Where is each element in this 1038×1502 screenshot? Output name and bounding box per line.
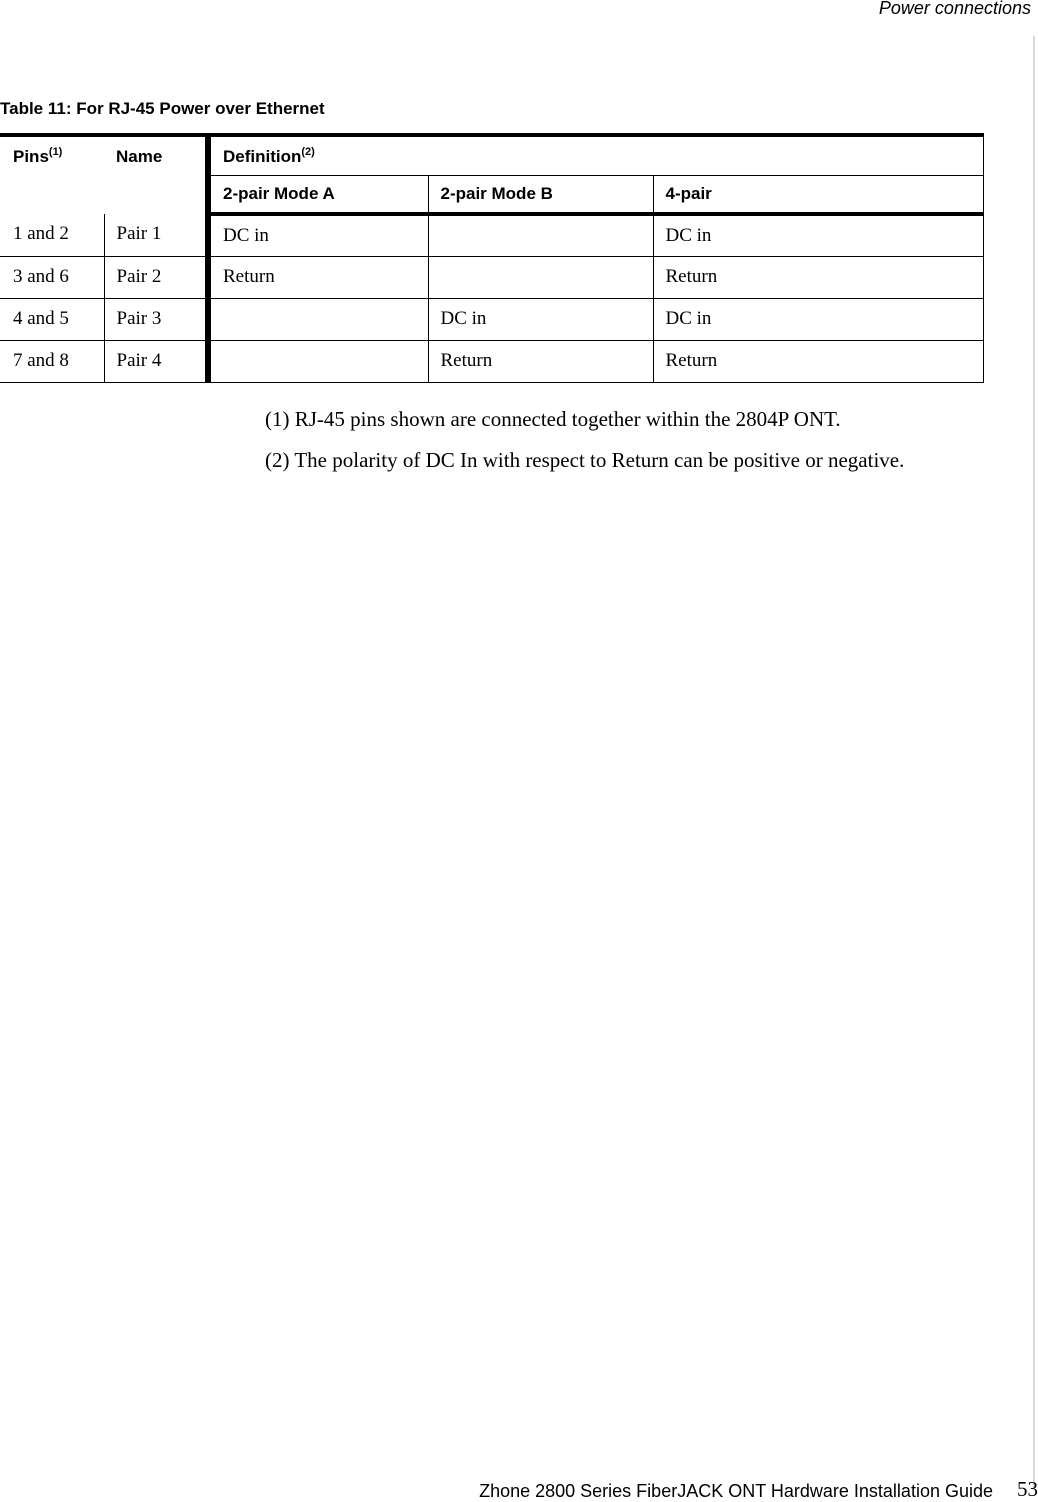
power-over-ethernet-table (0, 133, 984, 383)
running-header: Power connections (878, 0, 1031, 18)
header-name-label: Name (116, 147, 163, 166)
cell-four-pair: Return (653, 256, 983, 298)
table-caption: Table 11: For RJ-45 Power over Ethernet (0, 99, 325, 118)
cell-pins: 7 and 8 (0, 340, 104, 382)
cell-name: Pair 3 (104, 298, 208, 340)
cell-mode-b (428, 256, 653, 298)
footnote-ref-1: (1) (48, 146, 63, 158)
footnote-2: (2) The polarity of DC In with respect to Return can be positive or negative. (265, 448, 905, 472)
header-four-pair: 4-pair (653, 175, 983, 214)
header-name (104, 135, 208, 214)
footnote-ref-2: (2) (301, 146, 315, 158)
cell-mode-a (208, 298, 428, 340)
cell-mode-a (208, 340, 428, 382)
cell-pins: 1 and 2 (0, 214, 104, 256)
table-row (0, 298, 983, 340)
cell-mode-a: DC in (208, 214, 428, 256)
header-definition-label: Definition (223, 147, 302, 166)
header-pins-label: Pins (13, 147, 49, 166)
cell-name: Pair 4 (104, 340, 208, 382)
table-header-row (0, 135, 983, 175)
cell-four-pair: DC in (653, 298, 983, 340)
cell-pins: 4 and 5 (0, 298, 104, 340)
margin-rule (1033, 36, 1035, 1489)
header-mode-b: 2-pair Mode B (428, 175, 653, 214)
cell-name: Pair 1 (104, 214, 208, 256)
footer-guide-title: Zhone 2800 Series FiberJACK ONT Hardware Installation Guide (479, 1481, 993, 1501)
cell-pins: 3 and 6 (0, 256, 104, 298)
table-row (0, 214, 983, 256)
cell-mode-b: Return (428, 340, 653, 382)
cell-mode-b (428, 214, 653, 256)
header-definition (208, 135, 983, 175)
cell-mode-b: DC in (428, 298, 653, 340)
cell-name: Pair 2 (104, 256, 208, 298)
table-row (0, 256, 983, 298)
table-footnotes (265, 407, 904, 489)
cell-mode-a: Return (208, 256, 428, 298)
page-number: 53 (1017, 1477, 1038, 1501)
table-row (0, 340, 983, 382)
cell-four-pair: DC in (653, 214, 983, 256)
header-mode-a: 2-pair Mode A (208, 175, 428, 214)
header-pins (0, 135, 104, 214)
cell-four-pair: Return (653, 340, 983, 382)
footnote-1: (1) RJ-45 pins shown are connected together within the 2804P ONT. (265, 407, 841, 431)
